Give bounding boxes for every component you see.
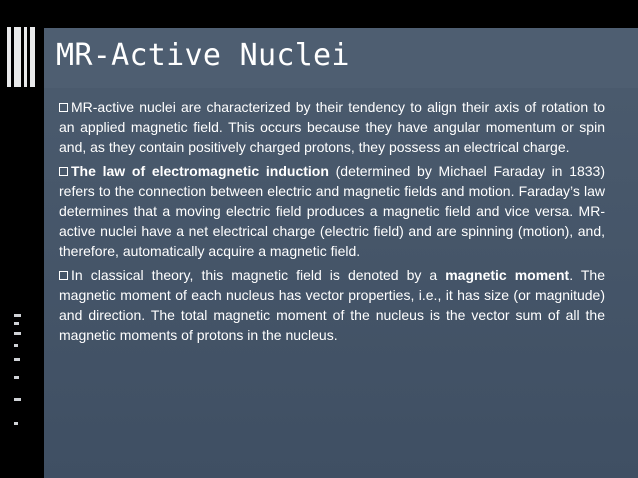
paragraph-2-text: (determined by Michael Faraday in 1833) refers to the connection between electric and magnetic fields and motion. Faraday’s law determines that a moving electric field produces a magnetic field and vice versa. MR-active nuclei have a net electrical charge (electric field) and are spinning (motion), and, therefore, automatically acquire a magnetic field. (59, 163, 605, 259)
slide-body (59, 97, 605, 349)
paragraph-3-text-pre: In classical theory, this magnetic field is denoted by a (71, 267, 446, 283)
paragraph-1 (59, 97, 605, 157)
paragraph-3 (59, 265, 605, 345)
paragraph-2 (59, 161, 605, 261)
checkbox-bullet-icon (59, 103, 68, 112)
paragraph-3-text-post: . The magnetic moment of each nucleus has vector properties, i.e., it has size (or magnitude) and direction. The total magnetic moment of the nucleus is the vector sum of all the magnetic moments of protons in the nucleus. (59, 267, 605, 343)
decorative-bars (7, 27, 39, 87)
paragraph-2-bold-lead: The law of electromagnetic induction (71, 163, 329, 179)
slide-title: MR-Active Nuclei (56, 38, 350, 73)
paragraph-3-bold-term: magnetic moment (445, 267, 570, 283)
checkbox-bullet-icon (59, 167, 68, 176)
paragraph-1-text: MR-active nuclei are characterized by their tendency to align their axis of rotation to an applied magnetic field. This occurs because they have angular momentum or spin and, as they contain positively charged protons, they possess an electrical charge. (59, 99, 605, 155)
checkbox-bullet-icon (59, 271, 68, 280)
decorative-ticks (14, 314, 24, 434)
